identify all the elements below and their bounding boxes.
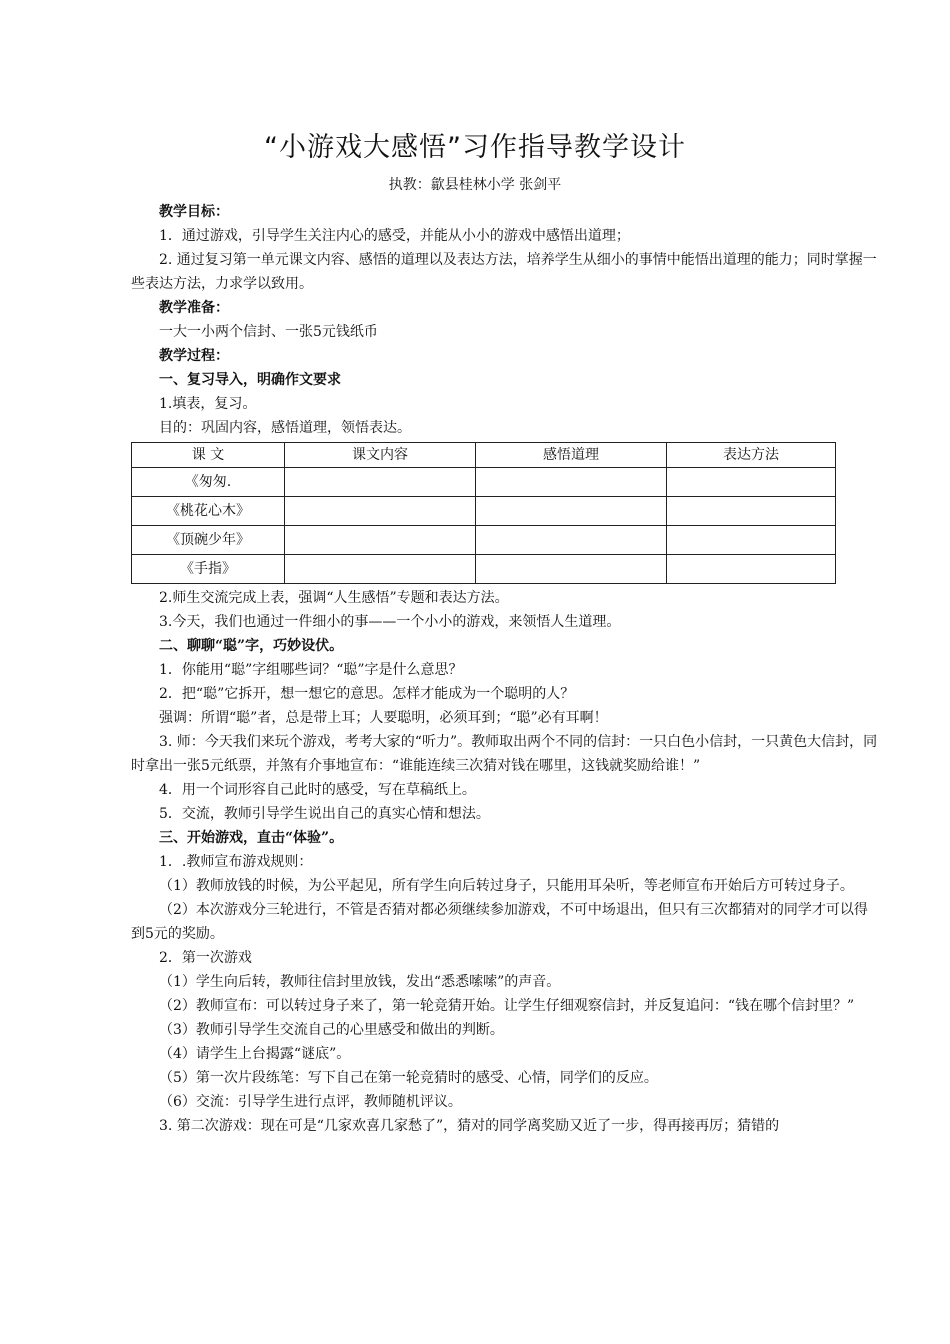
section2-line: 3. 师：今天我们来玩个游戏，考考大家的“听力”。教师取出两个不同的信封：一只白色小信封，一只黄色大信封，同时拿出一张5元纸票，并煞有介事地宣布：“谁能连续三次猜对钱在哪里，这钱就奖励给谁！” bbox=[131, 734, 878, 774]
section3-line: （4）请学生上台揭露“谜底”。 bbox=[159, 1046, 351, 1062]
section2-heading: 二、聊聊“聪”字，巧妙设伏。 bbox=[159, 638, 344, 654]
table-cell bbox=[476, 555, 667, 584]
table-cell bbox=[667, 526, 836, 555]
table-cell-text: 《匆匆. bbox=[132, 468, 285, 497]
prep-text: 一大一小两个信封、一张5元钱纸币 bbox=[159, 324, 378, 340]
section3-line: 1．.教师宣布游戏规则： bbox=[159, 854, 313, 870]
section3-line: 2．第一次游戏 bbox=[159, 950, 252, 966]
table-header-cell: 表达方法 bbox=[667, 443, 836, 468]
table-cell bbox=[285, 526, 476, 555]
table-row bbox=[132, 497, 836, 526]
table-row bbox=[132, 526, 836, 555]
section2-line: 1．你能用“聪”字组哪些词？“聪”字是什么意思？ bbox=[159, 662, 463, 678]
table-cell bbox=[667, 468, 836, 497]
process-heading: 教学过程： bbox=[159, 348, 229, 364]
table-row bbox=[132, 468, 836, 497]
review-table bbox=[131, 442, 836, 584]
table-cell-text: 《桃花心木》 bbox=[132, 497, 285, 526]
document-body bbox=[131, 200, 879, 1138]
section3-line: （2）教师宣布：可以转过身子来了，第一轮竞猜开始。让学生仔细观察信封，并反复追问：“钱在哪个信封里？” bbox=[159, 998, 855, 1014]
table-cell bbox=[285, 497, 476, 526]
section3-line: （2）本次游戏分三轮进行，不管是否猜对都必须继续参加游戏，不可中场退出，但只有三次都猜对的同学才可以得到5元的奖励。 bbox=[131, 902, 868, 942]
table-cell bbox=[476, 526, 667, 555]
goal-item: 1．通过游戏，引导学生关注内心的感受，并能从小小的游戏中感悟出道理； bbox=[159, 228, 630, 244]
table-cell bbox=[667, 497, 836, 526]
section2-line: 强调：所谓“聪”者，总是带上耳；人要聪明，必须耳到；“聪”必有耳啊！ bbox=[159, 710, 608, 726]
table-header-cell: 课文内容 bbox=[285, 443, 476, 468]
section3-line: （1）学生向后转，教师往信封里放钱，发出“悉悉嗦嗦”的声音。 bbox=[159, 974, 561, 990]
section3-line: 3. 第二次游戏：现在可是“几家欢喜几家愁了”，猜对的同学离奖励又近了一步，得再接再厉；猜错的 bbox=[159, 1118, 780, 1134]
section1-item: 1.填表，复习。 bbox=[159, 396, 257, 412]
prep-heading: 教学准备： bbox=[159, 300, 229, 316]
table-cell-text: 《手指》 bbox=[132, 555, 285, 584]
goals-heading: 教学目标： bbox=[159, 204, 229, 220]
table-cell bbox=[285, 555, 476, 584]
section3-line: （3）教师引导学生交流自己的心里感受和做出的判断。 bbox=[159, 1022, 504, 1038]
table-cell bbox=[476, 468, 667, 497]
section3-line: （5）第一次片段练笔：写下自己在第一轮竞猜时的感受、心情，同学们的反应。 bbox=[159, 1070, 658, 1086]
table-row bbox=[132, 555, 836, 584]
section2-line: 5．交流，教师引导学生说出自己的真实心情和想法。 bbox=[159, 806, 490, 822]
section2-line: 4．用一个词形容自己此时的感受，写在草稿纸上。 bbox=[159, 782, 476, 798]
table-header-cell: 感悟道理 bbox=[476, 443, 667, 468]
table-cell bbox=[285, 468, 476, 497]
page-title: “小游戏大感悟”习作指导教学设计 bbox=[264, 132, 686, 163]
section1-purpose: 目的：巩固内容，感悟道理，领悟表达。 bbox=[159, 420, 411, 436]
table-cell bbox=[667, 555, 836, 584]
section3-line: （1）教师放钱的时候，为公平起见，所有学生向后转过身子，只能用耳朵听，等老师宣布开始后方可转过身子。 bbox=[159, 878, 854, 894]
section1-heading: 一、复习导入，明确作文要求 bbox=[159, 372, 341, 388]
table-cell bbox=[476, 497, 667, 526]
section1-item: 3.今天，我们也通过一件细小的事——一个小小的游戏，来领悟人生道理。 bbox=[159, 614, 621, 630]
goal-item: 2. 通过复习第一单元课文内容、感悟的道理以及表达方法，培养学生从细小的事情中能悟出道理的能力；同时掌握一些表达方法，力求学以致用。 bbox=[131, 252, 877, 292]
table-cell-text: 《顶碗少年》 bbox=[132, 526, 285, 555]
section3-line: （6）交流：引导学生进行点评，教师随机评议。 bbox=[159, 1094, 462, 1110]
author-line: 执教：歙县桂林小学 张剑平 bbox=[388, 177, 562, 193]
table-header-cell: 课 文 bbox=[132, 443, 285, 468]
section1-item: 2.师生交流完成上表，强调“人生感悟”专题和表达方法。 bbox=[159, 590, 509, 606]
table-header-row bbox=[132, 443, 836, 468]
section2-line: 2．把“聪”它拆开，想一想它的意思。怎样才能成为一个聪明的人？ bbox=[159, 686, 575, 702]
section3-heading: 三、开始游戏，直击“体验”。 bbox=[159, 830, 344, 846]
